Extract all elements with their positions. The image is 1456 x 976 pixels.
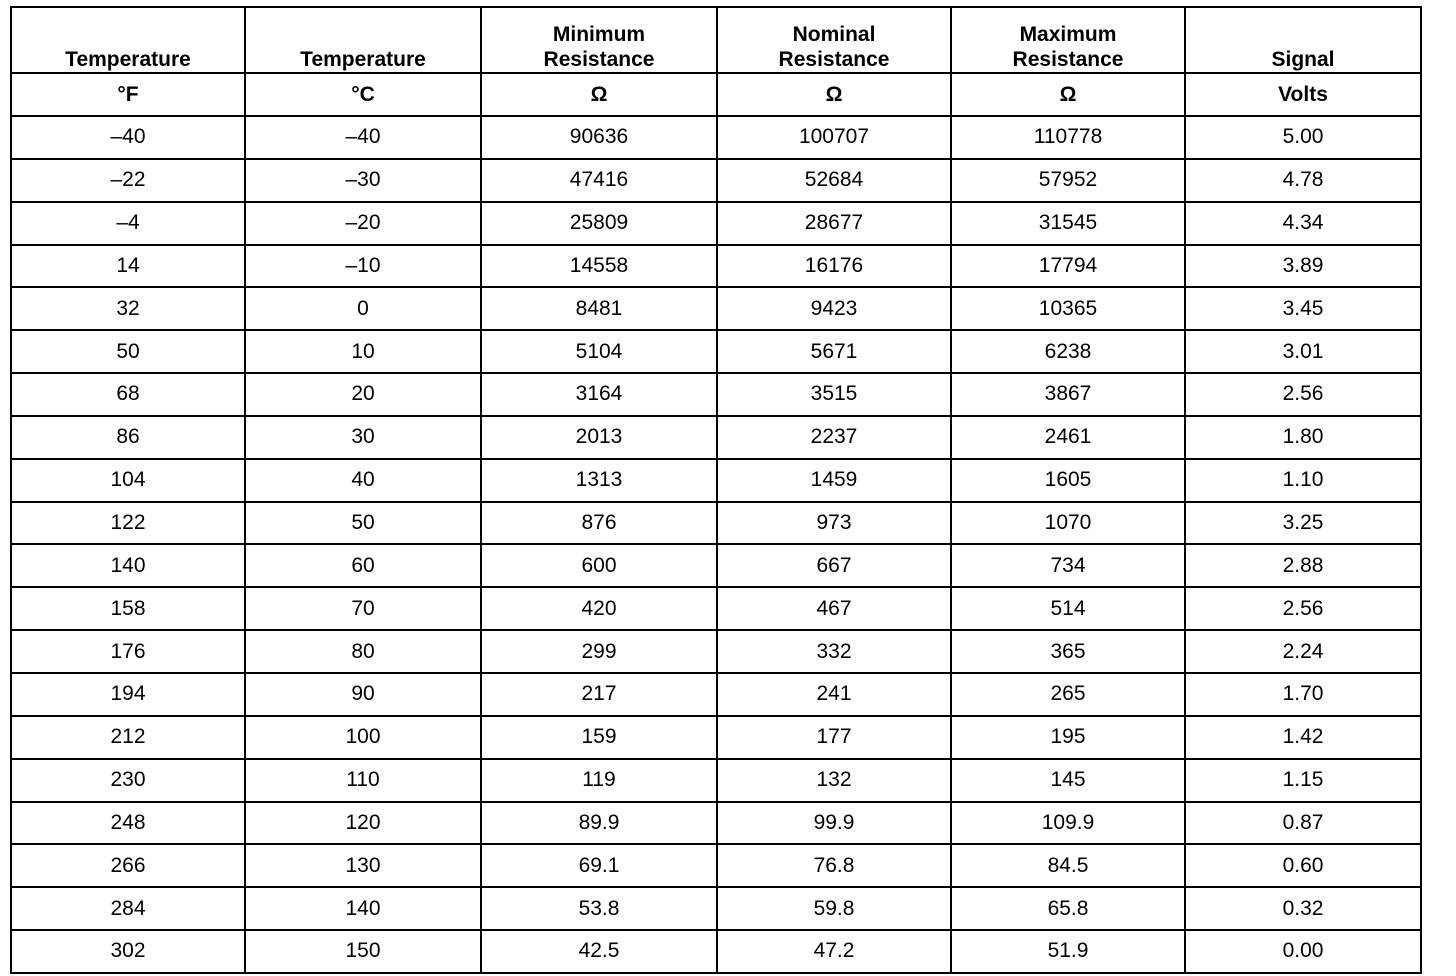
cell-temp-c: 90 — [245, 673, 481, 716]
cell-temp-f: 122 — [11, 502, 245, 545]
cell-nominal-resistance: 100707 — [717, 116, 951, 159]
cell-max-resistance: 65.8 — [951, 887, 1185, 930]
header-line: Signal — [1271, 48, 1335, 71]
cell-signal-volts: 4.34 — [1185, 202, 1421, 245]
cell-temp-f: 14 — [11, 245, 245, 288]
header-row-units — [11, 73, 1421, 116]
header-line: Resistance — [778, 48, 890, 71]
cell-max-resistance: 1605 — [951, 459, 1185, 502]
cell-nominal-resistance: 16176 — [717, 245, 951, 288]
cell-temp-c: 0 — [245, 287, 481, 330]
cell-nominal-resistance: 1459 — [717, 459, 951, 502]
cell-max-resistance: 145 — [951, 759, 1185, 802]
cell-temp-c: 30 — [245, 416, 481, 459]
header-line: Temperature — [300, 48, 426, 71]
table-row — [11, 587, 1421, 630]
cell-nominal-resistance: 76.8 — [717, 844, 951, 887]
cell-temp-c: 20 — [245, 373, 481, 416]
cell-temp-f: 212 — [11, 716, 245, 759]
cell-nominal-resistance: 47.2 — [717, 930, 951, 973]
table-row — [11, 802, 1421, 845]
table-row — [11, 159, 1421, 202]
cell-nominal-resistance: 132 — [717, 759, 951, 802]
table-row — [11, 330, 1421, 373]
cell-temp-f: 302 — [11, 930, 245, 973]
header-row-titles — [11, 7, 1421, 73]
table-row — [11, 245, 1421, 288]
cell-nominal-resistance: 3515 — [717, 373, 951, 416]
cell-nominal-resistance: 467 — [717, 587, 951, 630]
cell-temp-c: 70 — [245, 587, 481, 630]
cell-temp-c: 140 — [245, 887, 481, 930]
table-row — [11, 116, 1421, 159]
table-row — [11, 502, 1421, 545]
cell-signal-volts: 2.24 — [1185, 630, 1421, 673]
table-row — [11, 844, 1421, 887]
table-row — [11, 716, 1421, 759]
header-minimum-resistance — [481, 7, 717, 73]
cell-nominal-resistance: 52684 — [717, 159, 951, 202]
cell-max-resistance: 734 — [951, 544, 1185, 587]
cell-signal-volts: 1.10 — [1185, 459, 1421, 502]
cell-signal-volts: 0.60 — [1185, 844, 1421, 887]
cell-temp-f: 248 — [11, 802, 245, 845]
unit-ohm-nominal: Ω — [717, 73, 951, 116]
cell-max-resistance: 195 — [951, 716, 1185, 759]
cell-temp-f: 32 — [11, 287, 245, 330]
unit-volts: Volts — [1185, 73, 1421, 116]
cell-temp-f: –40 — [11, 116, 245, 159]
cell-signal-volts: 0.87 — [1185, 802, 1421, 845]
table-row — [11, 630, 1421, 673]
cell-temp-f: –4 — [11, 202, 245, 245]
header-line: Minimum — [552, 23, 646, 46]
cell-nominal-resistance: 973 — [717, 502, 951, 545]
cell-temp-c: 120 — [245, 802, 481, 845]
cell-temp-c: –20 — [245, 202, 481, 245]
cell-signal-volts: 3.45 — [1185, 287, 1421, 330]
table-row — [11, 202, 1421, 245]
table-header — [11, 7, 1421, 116]
cell-max-resistance: 1070 — [951, 502, 1185, 545]
table-row — [11, 287, 1421, 330]
header-line: Resistance — [543, 48, 655, 71]
header-line: Maximum — [1019, 23, 1117, 46]
cell-temp-c: –40 — [245, 116, 481, 159]
cell-nominal-resistance: 9423 — [717, 287, 951, 330]
cell-nominal-resistance: 241 — [717, 673, 951, 716]
cell-temp-f: 266 — [11, 844, 245, 887]
cell-temp-c: 50 — [245, 502, 481, 545]
cell-temp-f: 104 — [11, 459, 245, 502]
header-line: Resistance — [1012, 48, 1124, 71]
cell-max-resistance: 109.9 — [951, 802, 1185, 845]
cell-min-resistance: 420 — [481, 587, 717, 630]
cell-nominal-resistance: 332 — [717, 630, 951, 673]
unit-ohm-max: Ω — [951, 73, 1185, 116]
cell-max-resistance: 365 — [951, 630, 1185, 673]
cell-nominal-resistance: 2237 — [717, 416, 951, 459]
cell-signal-volts: 1.80 — [1185, 416, 1421, 459]
table-body — [11, 116, 1421, 973]
cell-max-resistance: 84.5 — [951, 844, 1185, 887]
cell-min-resistance: 299 — [481, 630, 717, 673]
cell-temp-f: 68 — [11, 373, 245, 416]
cell-max-resistance: 3867 — [951, 373, 1185, 416]
header-temperature-c — [245, 7, 481, 73]
cell-signal-volts: 5.00 — [1185, 116, 1421, 159]
cell-signal-volts: 0.32 — [1185, 887, 1421, 930]
cell-min-resistance: 5104 — [481, 330, 717, 373]
table-row — [11, 887, 1421, 930]
table-row — [11, 416, 1421, 459]
cell-max-resistance: 6238 — [951, 330, 1185, 373]
cell-temp-f: 284 — [11, 887, 245, 930]
cell-min-resistance: 53.8 — [481, 887, 717, 930]
cell-signal-volts: 4.78 — [1185, 159, 1421, 202]
unit-fahrenheit: °F — [11, 73, 245, 116]
cell-min-resistance: 90636 — [481, 116, 717, 159]
unit-celsius: °C — [245, 73, 481, 116]
cell-nominal-resistance: 28677 — [717, 202, 951, 245]
table-row — [11, 673, 1421, 716]
cell-temp-c: 110 — [245, 759, 481, 802]
cell-min-resistance: 47416 — [481, 159, 717, 202]
cell-temp-c: 10 — [245, 330, 481, 373]
cell-temp-f: 140 — [11, 544, 245, 587]
header-line: Temperature — [65, 48, 191, 71]
cell-min-resistance: 14558 — [481, 245, 717, 288]
cell-max-resistance: 2461 — [951, 416, 1185, 459]
cell-max-resistance: 51.9 — [951, 930, 1185, 973]
cell-temp-c: –10 — [245, 245, 481, 288]
cell-temp-f: 230 — [11, 759, 245, 802]
cell-max-resistance: 265 — [951, 673, 1185, 716]
header-maximum-resistance — [951, 7, 1185, 73]
header-line: Nominal — [792, 23, 876, 46]
cell-max-resistance: 17794 — [951, 245, 1185, 288]
header-nominal-resistance — [717, 7, 951, 73]
table-row — [11, 459, 1421, 502]
cell-min-resistance: 159 — [481, 716, 717, 759]
cell-min-resistance: 69.1 — [481, 844, 717, 887]
cell-temp-f: 194 — [11, 673, 245, 716]
cell-signal-volts: 1.15 — [1185, 759, 1421, 802]
cell-min-resistance: 8481 — [481, 287, 717, 330]
cell-nominal-resistance: 667 — [717, 544, 951, 587]
cell-temp-c: 100 — [245, 716, 481, 759]
cell-nominal-resistance: 5671 — [717, 330, 951, 373]
cell-max-resistance: 514 — [951, 587, 1185, 630]
cell-signal-volts: 0.00 — [1185, 930, 1421, 973]
cell-min-resistance: 217 — [481, 673, 717, 716]
cell-temp-f: 50 — [11, 330, 245, 373]
cell-nominal-resistance: 59.8 — [717, 887, 951, 930]
cell-temp-c: 80 — [245, 630, 481, 673]
cell-min-resistance: 89.9 — [481, 802, 717, 845]
cell-temp-c: 150 — [245, 930, 481, 973]
cell-temp-c: 60 — [245, 544, 481, 587]
cell-signal-volts: 2.56 — [1185, 373, 1421, 416]
cell-temp-f: 176 — [11, 630, 245, 673]
table-row — [11, 373, 1421, 416]
cell-max-resistance: 110778 — [951, 116, 1185, 159]
cell-min-resistance: 2013 — [481, 416, 717, 459]
cell-max-resistance: 57952 — [951, 159, 1185, 202]
cell-min-resistance: 25809 — [481, 202, 717, 245]
unit-ohm-min: Ω — [481, 73, 717, 116]
cell-signal-volts: 2.88 — [1185, 544, 1421, 587]
table-row — [11, 759, 1421, 802]
table-row — [11, 544, 1421, 587]
cell-signal-volts: 2.56 — [1185, 587, 1421, 630]
cell-nominal-resistance: 177 — [717, 716, 951, 759]
cell-min-resistance: 1313 — [481, 459, 717, 502]
cell-nominal-resistance: 99.9 — [717, 802, 951, 845]
cell-temp-c: –30 — [245, 159, 481, 202]
temperature-resistance-table — [10, 6, 1422, 974]
table-row — [11, 930, 1421, 973]
header-temperature-f — [11, 7, 245, 73]
cell-min-resistance: 600 — [481, 544, 717, 587]
cell-min-resistance: 42.5 — [481, 930, 717, 973]
cell-temp-f: 86 — [11, 416, 245, 459]
cell-temp-f: –22 — [11, 159, 245, 202]
cell-signal-volts: 1.70 — [1185, 673, 1421, 716]
cell-max-resistance: 31545 — [951, 202, 1185, 245]
cell-signal-volts: 1.42 — [1185, 716, 1421, 759]
cell-temp-c: 40 — [245, 459, 481, 502]
header-signal — [1185, 7, 1421, 73]
cell-min-resistance: 3164 — [481, 373, 717, 416]
cell-signal-volts: 3.01 — [1185, 330, 1421, 373]
cell-min-resistance: 876 — [481, 502, 717, 545]
cell-temp-f: 158 — [11, 587, 245, 630]
cell-temp-c: 130 — [245, 844, 481, 887]
cell-max-resistance: 10365 — [951, 287, 1185, 330]
cell-signal-volts: 3.25 — [1185, 502, 1421, 545]
cell-min-resistance: 119 — [481, 759, 717, 802]
cell-signal-volts: 3.89 — [1185, 245, 1421, 288]
